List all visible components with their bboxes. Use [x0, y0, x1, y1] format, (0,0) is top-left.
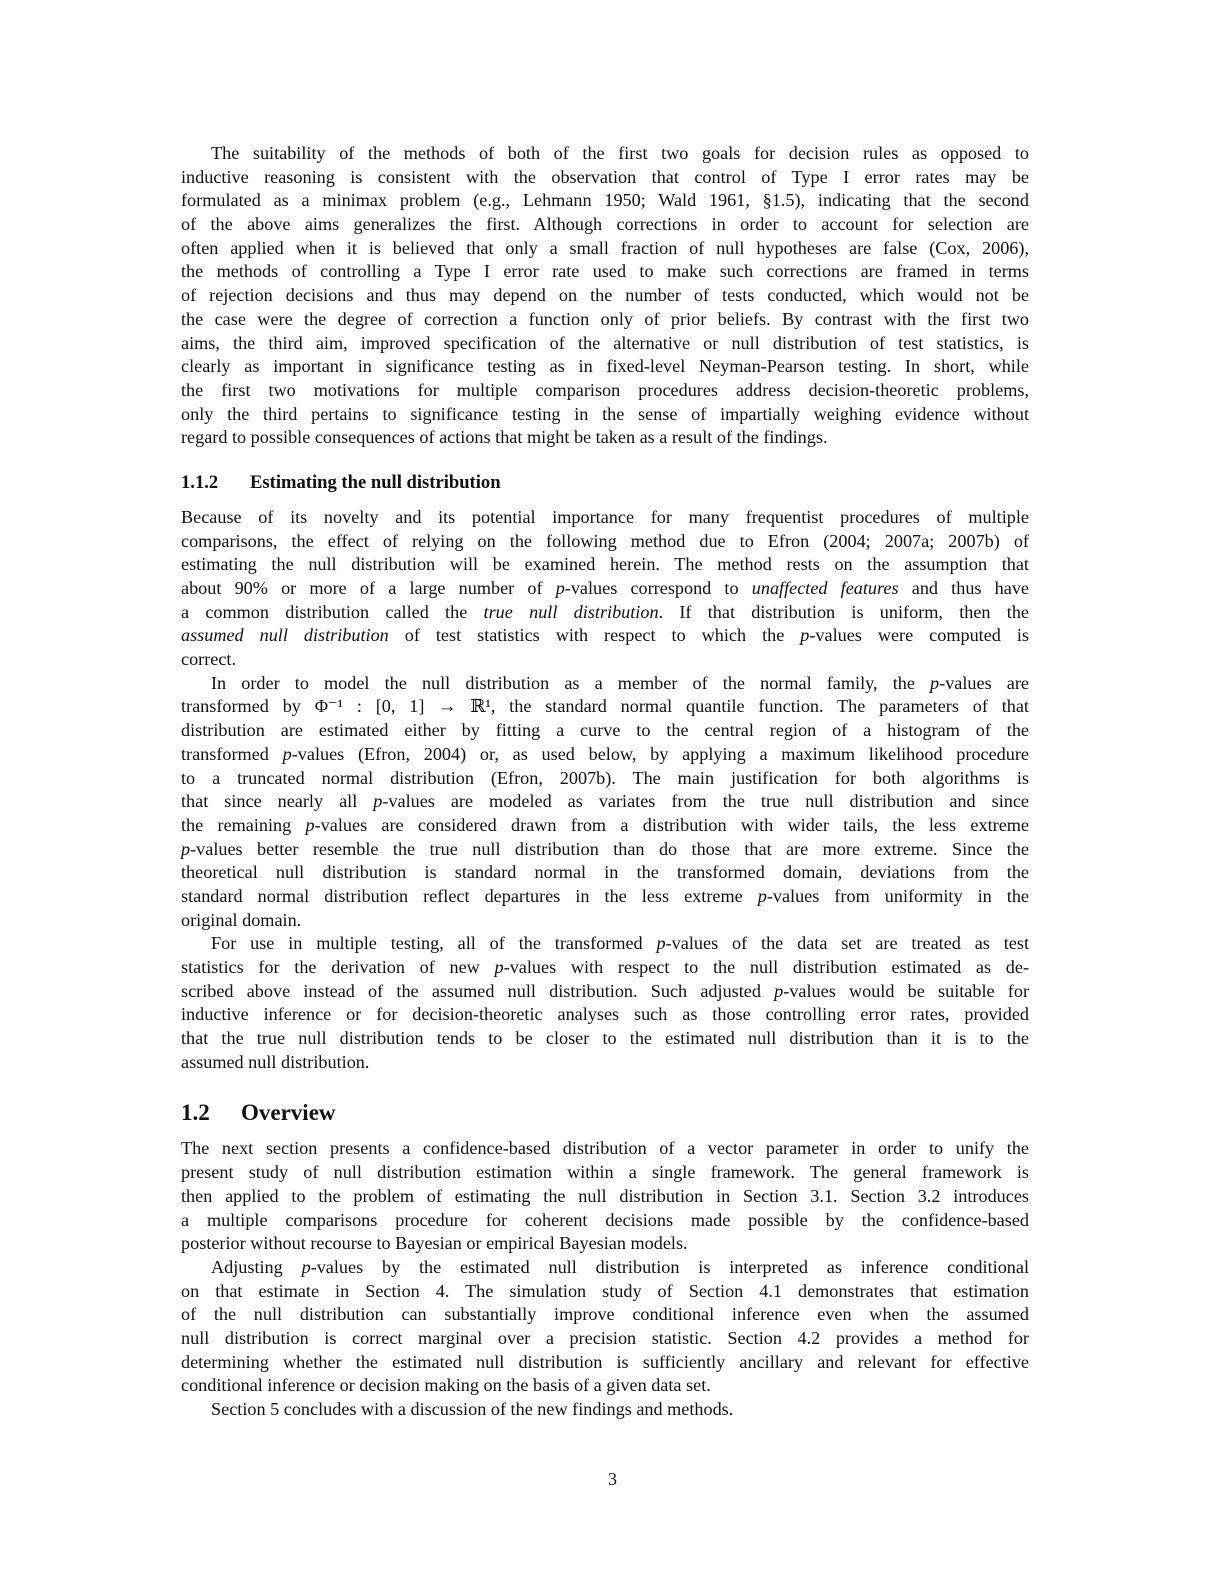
text-line: Because of its novelty and its potential importance for many frequentist procedures of multiple — [181, 506, 1029, 527]
text-line: inductive inference or for decision-theoretic analyses such as those controlling error rates, provided — [181, 1004, 1029, 1025]
page-number: 3 — [608, 1469, 617, 1489]
text-line: of the null distribution can substantially improve conditional inference even when the assumed — [181, 1304, 1029, 1325]
text-line: the case were the degree of correction a function only of prior beliefs. By contrast with the first two — [181, 308, 1029, 329]
text-line: of the above aims generalizes the first. Although corrections in order to account for selection are — [181, 214, 1029, 235]
text-line: formulated as a minimax problem (e.g., Lehmann 1950; Wald 1961, §1.5), indicating that the second — [181, 190, 1029, 211]
text-line: that the true null distribution tends to be closer to the estimated null distribution than it is to the — [181, 1028, 1029, 1049]
text-line: of rejection decisions and thus may depend on the number of tests conducted, which would not be — [181, 285, 1029, 306]
paragraph-adjusting — [181, 1256, 1029, 1398]
text-line: The next section presents a confidence-based distribution of a vector parameter in order to unify the — [181, 1138, 1029, 1159]
text-line: In order to model the null distribution as a member of the normal family, the p-values are — [211, 672, 1029, 693]
text-line: a common distribution called the true null distribution. If that distribution is uniform, then the — [181, 601, 1030, 622]
text-line: about 90% or more of a large number of p-values correspond to unaffected features and thus have — [181, 578, 1029, 598]
text-line: estimating the null distribution will be examined herein. The method rests on the assumption that — [181, 554, 1029, 575]
paragraph-transform — [181, 672, 1029, 933]
text-line: then applied to the problem of estimating the null distribution in Section 3.1. Section 3.2 introduces — [181, 1185, 1029, 1206]
text-line: conditional inference or decision making on the basis of a given data set. — [181, 1375, 711, 1396]
text-line: comparisons, the effect of relying on the following method due to Efron (2004; 2007a; 2007b) of — [181, 530, 1029, 551]
subsection-title: Estimating the null distribution — [250, 471, 501, 493]
text-line: scribed above instead of the assumed null distribution. Such adjusted p-values would be suitable for — [181, 980, 1029, 1001]
text-line: aims, the third aim, improved specification of the alternative or null distribution of test statistics, is — [181, 332, 1029, 353]
text-line: Section 5 concludes with a discussion of the new findings and methods. — [211, 1399, 734, 1419]
paragraph-overview — [181, 1137, 1029, 1255]
text-line: assumed null distribution of test statistics with respect to which the p-values were computed is — [181, 625, 1029, 646]
text-line: on that estimate in Section 4. The simulation study of Section 4.1 demonstrates that estimation — [181, 1280, 1029, 1301]
paper-page — [181, 142, 1029, 1422]
text-line: Adjusting p-values by the estimated null distribution is interpreted as inference conditional — [211, 1256, 1030, 1277]
subsection-number: 1.1.2 — [181, 471, 219, 493]
text-line: original domain. — [181, 909, 302, 930]
text-line: p-values better resemble the true null distribution than do those that are more extreme. Since the — [181, 838, 1029, 859]
subsection-heading — [181, 471, 1029, 495]
text-line: determining whether the estimated null distribution is sufficiently ancillary and relevant for effective — [181, 1351, 1029, 1372]
text-line: posterior without recourse to Bayesian or empirical Bayesian models. — [181, 1233, 688, 1254]
text-line: the first two motivations for multiple comparison procedures address decision-theoretic problems, — [181, 379, 1029, 400]
text-line: standard normal distribution reflect departures in the less extreme p-values from uniformity in the — [181, 885, 1029, 906]
section-number: 1.2 — [181, 1100, 210, 1126]
paragraph-selection — [181, 142, 1029, 450]
text-line: theoretical null distribution is standard normal in the transformed domain, deviations from the — [181, 862, 1029, 883]
text-line: that since nearly all p-values are modeled as variates from the true null distribution and since — [181, 791, 1029, 812]
text-line: to a truncated normal distribution (Efron, 2007b). The main justification for both algorithms is — [181, 767, 1029, 788]
text-line: a multiple comparisons procedure for coherent decisions made possible by the confidence-based — [181, 1209, 1029, 1230]
text-line: null distribution is correct marginal over a precision statistic. Section 4.2 provides a method for — [181, 1327, 1029, 1348]
emphasis-term: unaffected features — [751, 578, 899, 598]
text-line: the methods of controlling a Type I error rate used to make such corrections are framed in terms — [181, 261, 1029, 282]
text-line: The suitability of the methods of both of the first two goals for decision rules as opposed to — [211, 143, 1029, 163]
text-line: clearly as important in significance testing as in fixed-level Neyman-Pearson testing. In short, while — [181, 356, 1029, 377]
text-line: only the third pertains to significance testing in the sense of impartially weighing evidence without — [181, 403, 1029, 424]
text-line: regard to possible consequences of actions that might be taken as a result of the findings. — [181, 427, 828, 448]
text-line: the remaining p-values are considered drawn from a distribution with wider tails, the less extreme — [181, 814, 1029, 835]
text-line: transformed by Φ⁻¹ : [0, 1] → ℝ¹, the standard normal quantile function. The parameters of that — [181, 696, 1029, 717]
text-line: For use in multiple testing, all of the transformed p-values of the data set are treated as test — [211, 933, 1030, 954]
text-line: transformed p-values (Efron, 2004) or, as used below, by applying a maximum likelihood procedure — [181, 743, 1030, 764]
text-line: statistics for the derivation of new p-values with respect to the null distribution estimated as de- — [181, 957, 1030, 977]
paragraph-multiple-testing — [181, 932, 1029, 1074]
text-line: often applied when it is believed that only a small fraction of null hypotheses are false (Cox, 2006), — [181, 237, 1029, 258]
text-line: present study of null distribution estimation within a single framework. The general framework is — [181, 1162, 1029, 1183]
paragraph-efron-method — [181, 506, 1029, 672]
emphasis-term: true null distribution — [483, 601, 659, 622]
text-line: inductive reasoning is consistent with the observation that control of Type I error rates may be — [181, 166, 1029, 187]
section-heading — [181, 1098, 1029, 1128]
section-title: Overview — [241, 1100, 336, 1126]
text-line: distribution are estimated either by fitting a curve to the central region of a histogram of the — [181, 720, 1029, 741]
paragraph-conclusion — [181, 1398, 1029, 1422]
emphasis-term: assumed null distribution — [181, 625, 389, 646]
text-line: assumed null distribution. — [181, 1051, 370, 1072]
text-line: correct. — [181, 649, 237, 670]
